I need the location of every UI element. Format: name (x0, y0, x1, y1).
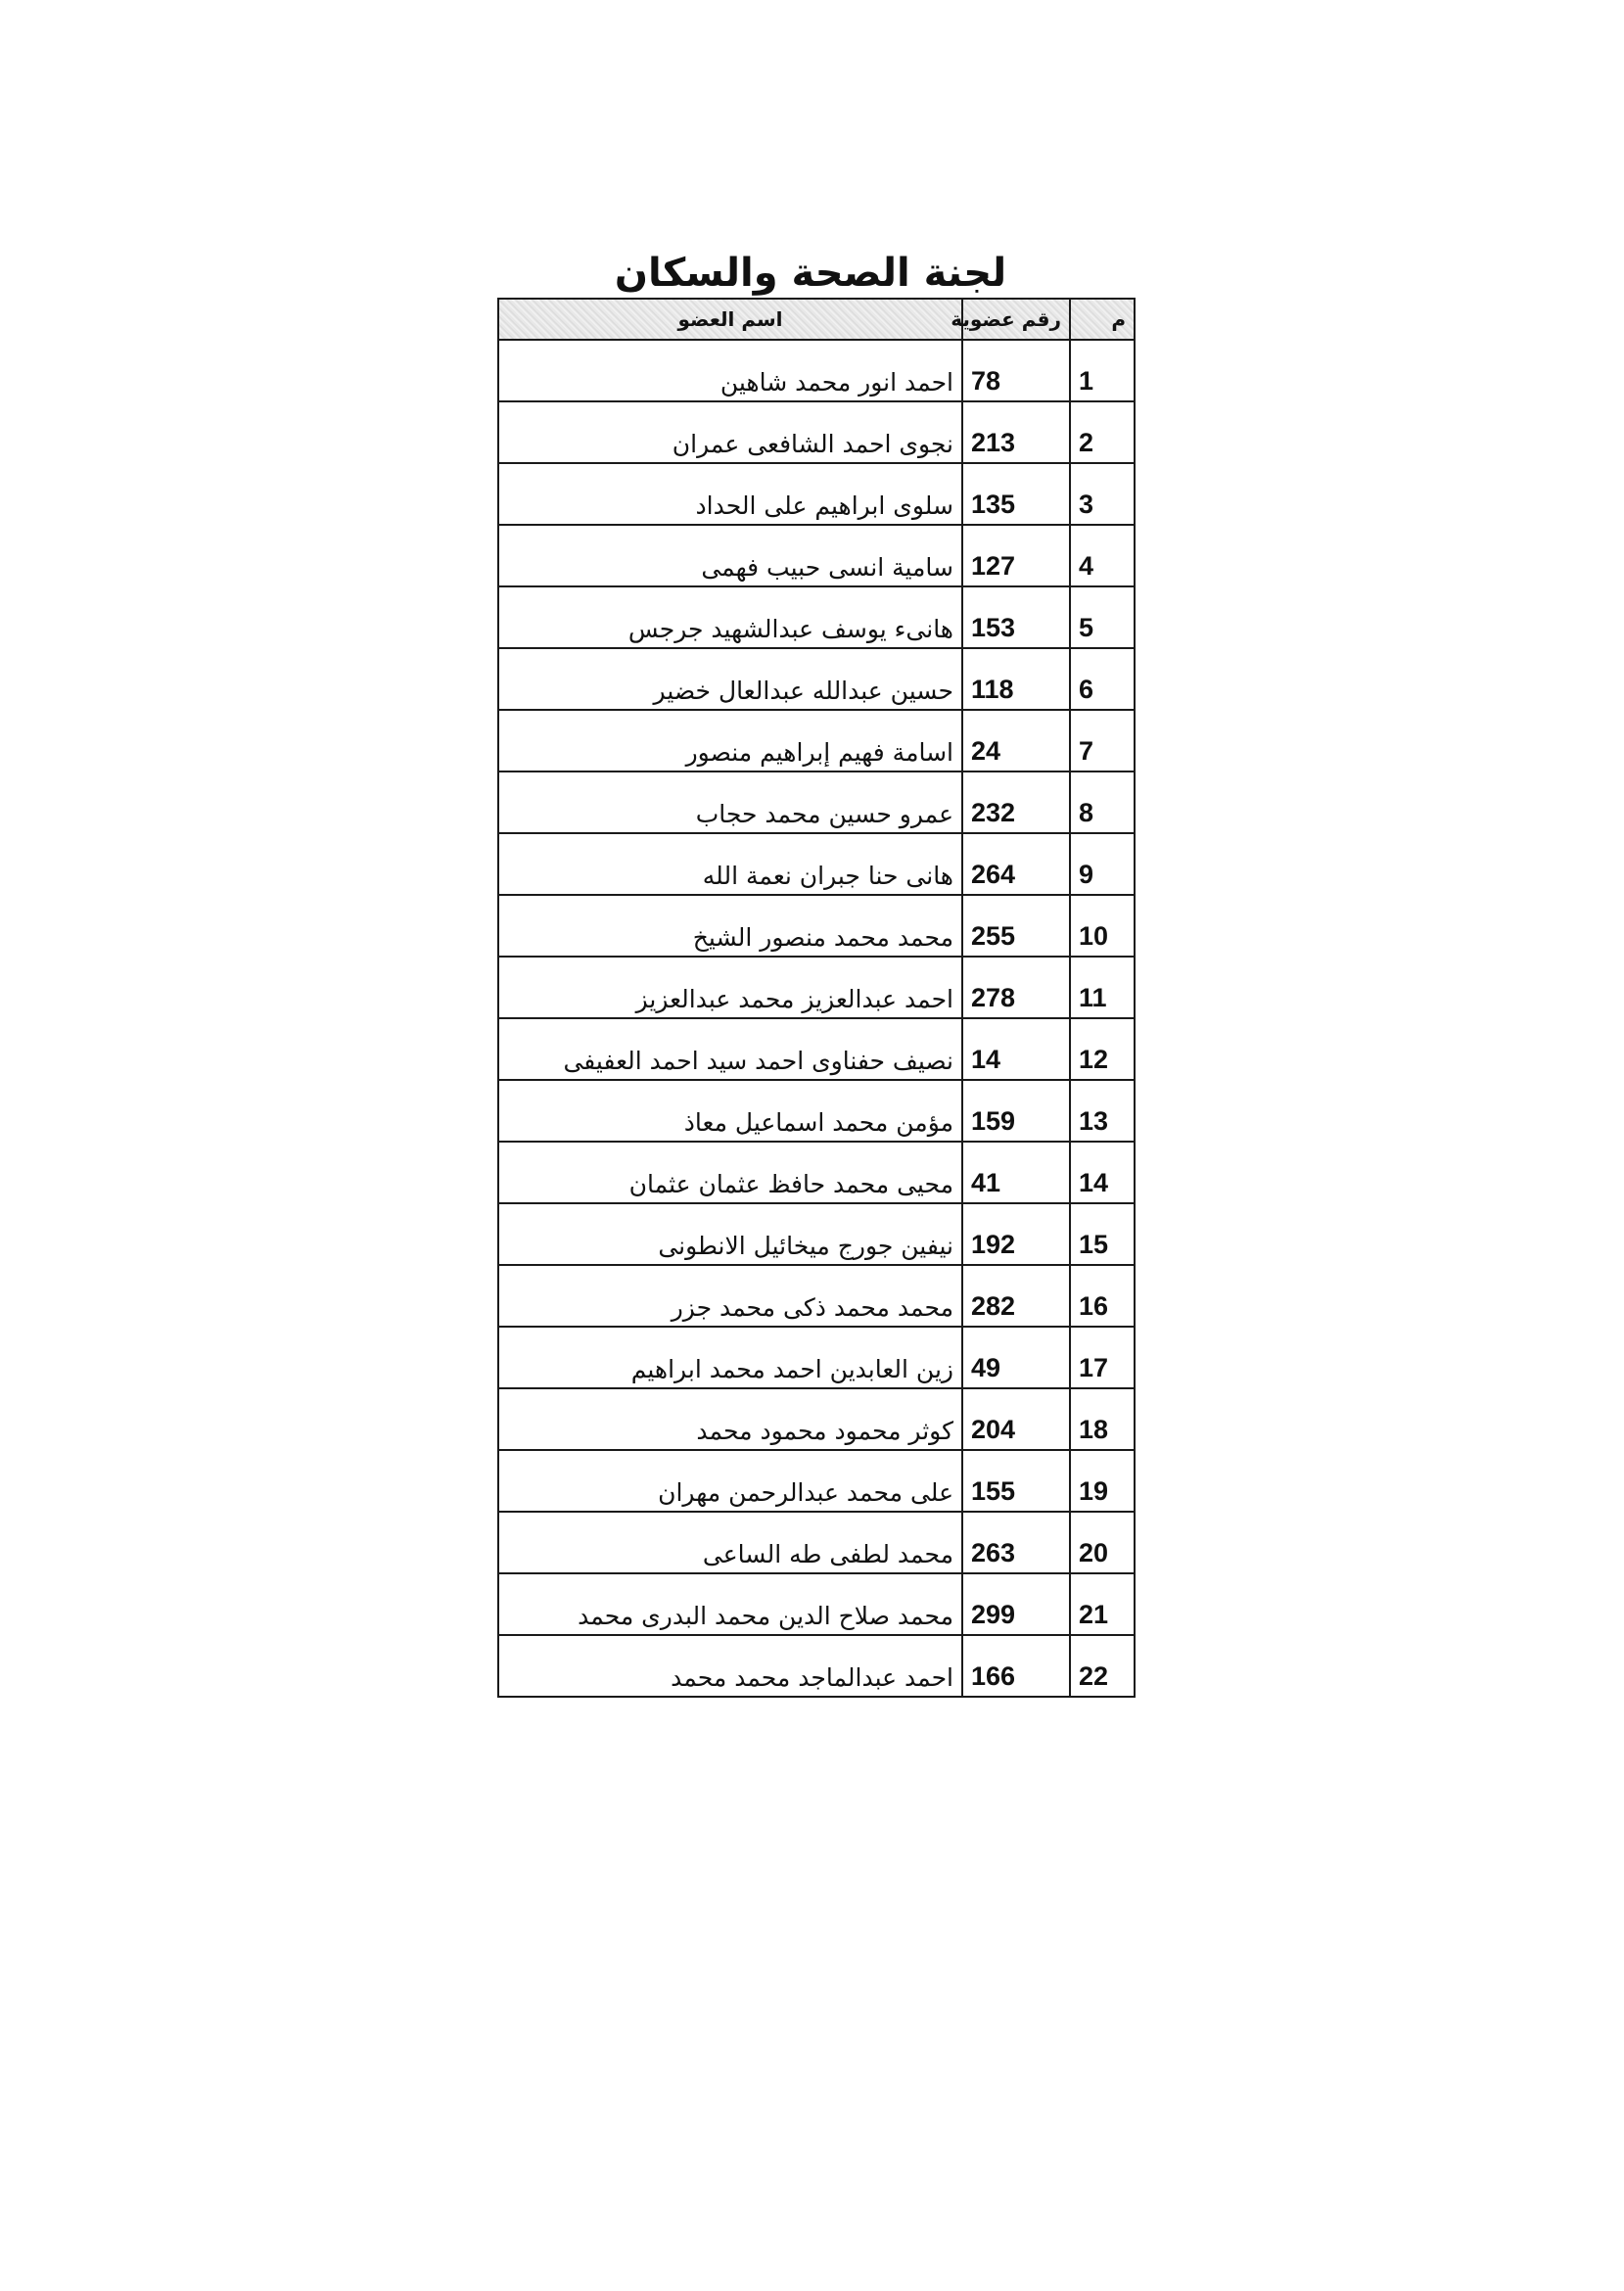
members-table (497, 298, 1136, 1698)
row-membership-number: 78 (962, 340, 1070, 401)
row-member-name: احمد عبدالماجد محمد محمد (498, 1635, 962, 1697)
row-membership-number: 159 (962, 1080, 1070, 1142)
row-index: 9 (1070, 833, 1135, 895)
row-membership-number: 14 (962, 1018, 1070, 1080)
header-member-name: اسم العضو (498, 299, 962, 340)
row-member-name: محمد صلاح الدين محمد البدرى محمد (498, 1573, 962, 1635)
row-index: 13 (1070, 1080, 1135, 1142)
table-row (498, 1512, 1135, 1573)
table-row (498, 401, 1135, 463)
row-member-name: محيى محمد حافظ عثمان عثمان (498, 1142, 962, 1203)
table-body (498, 340, 1135, 1697)
row-membership-number: 263 (962, 1512, 1070, 1573)
row-member-name: احمد عبدالعزيز محمد عبدالعزيز (498, 957, 962, 1018)
row-membership-number: 153 (962, 586, 1070, 648)
row-index: 19 (1070, 1450, 1135, 1512)
row-member-name: نيفين جورج ميخائيل الانطونى (498, 1203, 962, 1265)
table-row (498, 1635, 1135, 1697)
page-title: لجنة الصحة والسكان (614, 251, 1007, 296)
table-row (498, 1573, 1135, 1635)
row-member-name: مؤمن محمد اسماعيل معاذ (498, 1080, 962, 1142)
row-index: 11 (1070, 957, 1135, 1018)
row-membership-number: 255 (962, 895, 1070, 957)
row-membership-number: 118 (962, 648, 1070, 710)
row-membership-number: 49 (962, 1327, 1070, 1388)
row-membership-number: 232 (962, 771, 1070, 833)
table-row (498, 525, 1135, 586)
row-membership-number: 282 (962, 1265, 1070, 1327)
row-index: 18 (1070, 1388, 1135, 1450)
table-row (498, 586, 1135, 648)
table-row (498, 1142, 1135, 1203)
header-membership-number: رقم عضوية (962, 299, 1070, 340)
header-index: م (1070, 299, 1135, 340)
row-member-name: زين العابدين احمد محمد ابراهيم (498, 1327, 962, 1388)
row-index: 8 (1070, 771, 1135, 833)
row-membership-number: 127 (962, 525, 1070, 586)
row-index: 2 (1070, 401, 1135, 463)
row-membership-number: 41 (962, 1142, 1070, 1203)
table-row (498, 1265, 1135, 1327)
row-index: 22 (1070, 1635, 1135, 1697)
row-index: 20 (1070, 1512, 1135, 1573)
row-index: 1 (1070, 340, 1135, 401)
table-row (498, 1080, 1135, 1142)
table-row (498, 895, 1135, 957)
table-row (498, 710, 1135, 771)
table-row (498, 463, 1135, 525)
table-header (498, 299, 1135, 340)
row-member-name: محمد لطفى طه الساعى (498, 1512, 962, 1573)
table-row (498, 1203, 1135, 1265)
table-row (498, 957, 1135, 1018)
row-index: 10 (1070, 895, 1135, 957)
table-row (498, 1450, 1135, 1512)
row-index: 16 (1070, 1265, 1135, 1327)
row-index: 7 (1070, 710, 1135, 771)
row-index: 15 (1070, 1203, 1135, 1265)
row-member-name: حسين عبدالله عبدالعال خضير (498, 648, 962, 710)
row-index: 14 (1070, 1142, 1135, 1203)
row-index: 6 (1070, 648, 1135, 710)
row-member-name: اسامة فهيم إبراهيم منصور (498, 710, 962, 771)
row-membership-number: 278 (962, 957, 1070, 1018)
row-member-name: سلوى ابراهيم على الحداد (498, 463, 962, 525)
row-membership-number: 204 (962, 1388, 1070, 1450)
row-member-name: محمد محمد ذكى محمد جزر (498, 1265, 962, 1327)
table-row (498, 833, 1135, 895)
row-index: 21 (1070, 1573, 1135, 1635)
row-index: 5 (1070, 586, 1135, 648)
row-membership-number: 299 (962, 1573, 1070, 1635)
row-membership-number: 192 (962, 1203, 1070, 1265)
table-row (498, 1388, 1135, 1450)
table-row (498, 340, 1135, 401)
row-index: 4 (1070, 525, 1135, 586)
row-index: 3 (1070, 463, 1135, 525)
row-member-name: على محمد عبدالرحمن مهران (498, 1450, 962, 1512)
row-membership-number: 155 (962, 1450, 1070, 1512)
row-member-name: محمد محمد منصور الشيخ (498, 895, 962, 957)
table-row (498, 771, 1135, 833)
row-membership-number: 264 (962, 833, 1070, 895)
row-member-name: سامية انسى حبيب فهمى (498, 525, 962, 586)
row-member-name: هانى حنا جبران نعمة الله (498, 833, 962, 895)
row-membership-number: 213 (962, 401, 1070, 463)
row-member-name: عمرو حسين محمد حجاب (498, 771, 962, 833)
table-row (498, 648, 1135, 710)
row-member-name: هانىء يوسف عبدالشهيد جرجس (498, 586, 962, 648)
row-member-name: كوثر محمود محمود محمد (498, 1388, 962, 1450)
row-member-name: نجوى احمد الشافعى عمران (498, 401, 962, 463)
row-index: 12 (1070, 1018, 1135, 1080)
row-index: 17 (1070, 1327, 1135, 1388)
row-member-name: احمد انور محمد شاهين (498, 340, 962, 401)
table-row (498, 1327, 1135, 1388)
table-row (498, 1018, 1135, 1080)
row-member-name: نصيف حفناوى احمد سيد احمد العفيفى (498, 1018, 962, 1080)
row-membership-number: 166 (962, 1635, 1070, 1697)
row-membership-number: 135 (962, 463, 1070, 525)
row-membership-number: 24 (962, 710, 1070, 771)
header-row (498, 299, 1135, 340)
